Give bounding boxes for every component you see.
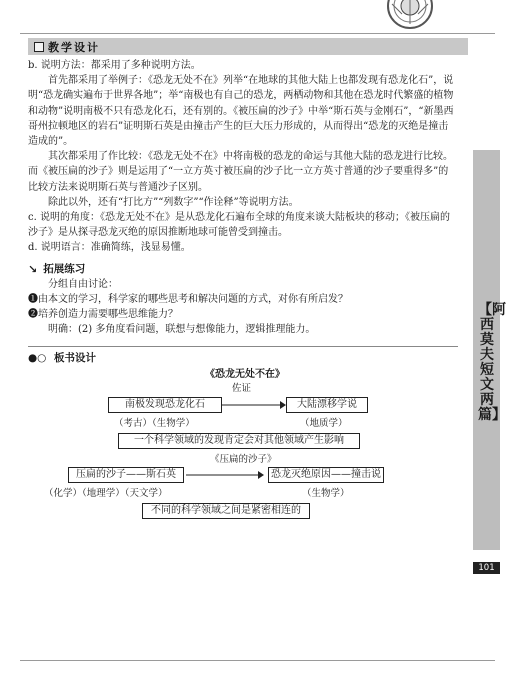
arrow-icon: ↘ (28, 262, 38, 276)
label-right-1: （地质学） (300, 418, 348, 429)
label-left-2: （化学）（地理学）（天文学） (44, 488, 168, 499)
section-header (28, 38, 468, 55)
checkbox-icon (34, 42, 44, 52)
extension-question-2: ❷培养创造力需要哪些思维能力？ (28, 309, 178, 321)
board-heading: 板书设计 (53, 352, 96, 364)
label-right-2: （生物学） (302, 488, 350, 499)
evidence-label: 佐证 (232, 383, 252, 394)
board-title-2: 《压扁的沙子》 (210, 454, 277, 465)
decorative-emblem (352, 0, 442, 32)
board-heading-row (28, 350, 96, 365)
box-mid-conclusion: 一个科学领域的发现肯定会对其他领域产生影响 (118, 433, 360, 449)
main-content (28, 58, 458, 338)
section-b-paragraph-2: 其次都采用了作比较：《恐龙无处不在》中将南极的恐龙的命运与其他大陆的恐龙进行比较。而《被压扁的沙子》则是运用了“一立方英寸被压扁的沙子比一立方英寸普通的沙子要重得多”的比较方法来说明斯石英与普通沙子区别。 (28, 151, 453, 193)
extension-heading: 拓展练习 (43, 262, 86, 275)
box-extinction-cause: 恐龙灭绝原因——撞击说 (268, 467, 384, 483)
bullet-icon: ●○ (28, 352, 47, 364)
extension-answer: 明确：(2) 多角度看问题，联想与想像能力，逻辑推理能力。 (48, 324, 316, 336)
label-left-1: （考古）（生物学） (114, 418, 195, 429)
box-squeezed-sand: 压扁的沙子——斯石英 (68, 467, 184, 483)
section-d: d. 说明语言：准确简练，浅显易懂。 (28, 242, 191, 254)
box-antarctic-fossils: 南极发现恐龙化石 (108, 397, 222, 413)
extension-question-1: ❶由本文的学习，科学家的哪些思考和解决问题的方式，对你有所启发？ (28, 294, 348, 306)
side-tab-text: 【阿西莫夫短文两篇】 (478, 302, 506, 423)
section-c: c. 说明的角度：《恐龙无处不在》是从恐龙化石遍布全球的角度来谈大陆板块的移动；《被压扁的沙子》是从探寻恐龙灭绝的原因推断地球可能曾受到撞击。 (28, 212, 450, 239)
page-number: 101 (473, 562, 500, 574)
box-bottom-conclusion: 不同的科学领域之间是紧密相连的 (142, 503, 310, 519)
arrow-1 (222, 398, 286, 412)
section-divider (28, 346, 458, 347)
extension-heading-row (28, 262, 458, 277)
arrow-2 (186, 468, 264, 482)
bottom-rule (20, 660, 495, 661)
board-title-1: 《恐龙无处不在》 (205, 369, 285, 380)
box-continental-drift: 大陆漂移学说 (286, 397, 368, 413)
section-b-paragraph-1: 首先都采用了举例子：《恐龙无处不在》列举“在地球的其他大陆上也都发现有恐龙化石”，说明“恐龙确实遍布于世界各地”；举“南极也有自己的恐龙，两栖动物和其他在恐龙时代繁盛的植物和动物”说明南极不只有恐龙化石，还有别的。《被压扁的沙子》中举“斯石英与金刚石”，“新墨西哥州拉顿地区的岩石”证明斯石英是由撞击产生的巨大压力形成的，从而得出“恐龙的灭绝是撞击造成的”。 (28, 75, 454, 148)
header-title: 教学设计 (48, 40, 100, 54)
section-b-intro: b. 说明方法：都采用了多种说明方法。 (28, 60, 201, 71)
top-rule (20, 33, 495, 34)
extension-prompt: 分组自由讨论： (48, 278, 118, 290)
section-b-paragraph-3: 除此以外，还有“打比方”“列数字”“作诠释”等说明方法。 (48, 196, 299, 208)
